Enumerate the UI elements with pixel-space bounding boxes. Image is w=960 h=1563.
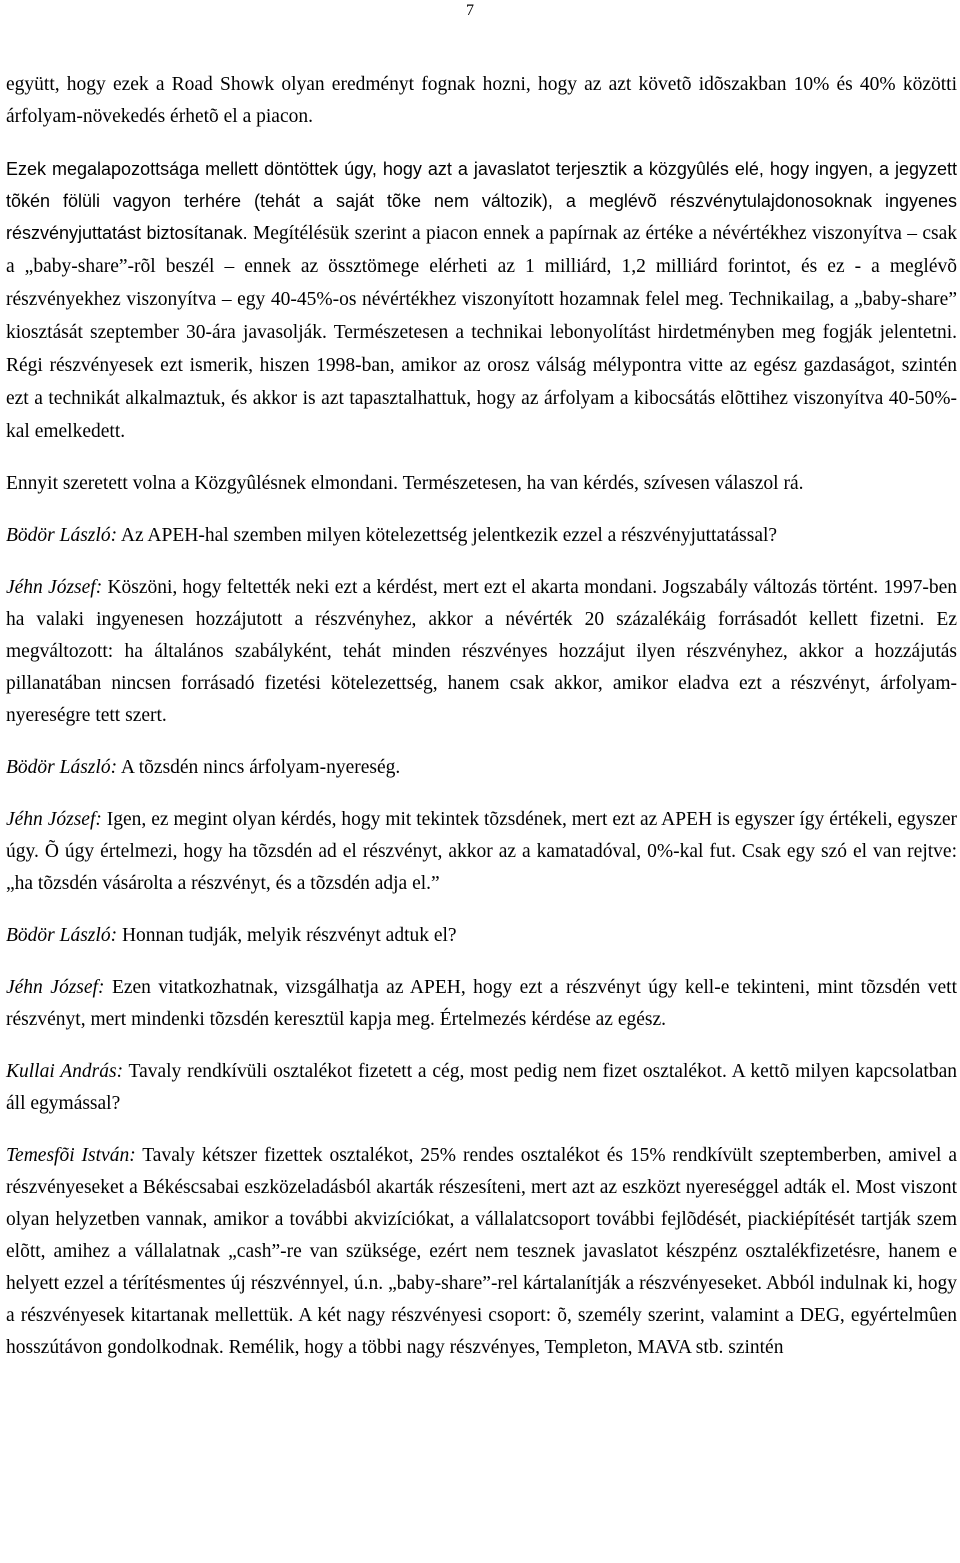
dialogue-text: Honnan tudják, melyik részvényt adtuk el?: [117, 925, 457, 946]
dialogue-turn: [6, 752, 957, 784]
speaker-name: Bödör László:: [6, 757, 118, 778]
speaker-name: Bödör László:: [6, 525, 118, 546]
speaker-name: Jéhn József:: [6, 977, 105, 998]
page-number: 7: [466, 2, 474, 19]
dialogue-text: Ezen vitatkozhatnak, vizsgálhatja az APEH, hogy ezt a részvényt úgy kell-e tekinteni, mint tõzsdén vett részvényt, mert mindenki tõzsdén keresztül kapja meg. Értelmezés kérdése az egész.: [6, 977, 957, 1030]
dialogue-text: Köszöni, hogy feltették neki ezt a kérdést, mert ezt el akarta mondani. Jogszabály változás történt. 1997-ben ha valaki ingyenesen hozzájutott a részvényhez, akkor a névérték 20 százalékáig forrásadót kellett fizetni. Ez megváltozott: ha általános szabályként, tehát minden részvényes hozzájut ilyen részvényhez, akkor a hozzájutás pillanatában nincsen forrásadó fizetési kötelezettség, hanem csak akkor, amikor eladva ezt a részvényt, árfolyam-nyereségre tett szert.: [6, 577, 957, 726]
paragraph-text: együtt, hogy ezek a Road Showk olyan eredményt fognak hozni, hogy az azt követõ idõszakban 10% és 40% közötti árfolyam-növekedés érhetõ el a piacon.: [6, 74, 957, 127]
dialogue-turn: [6, 804, 957, 900]
speaker-name: Bödör László:: [6, 925, 118, 946]
paragraph-text-sans: Ezek megalapozottsága mellett döntöttek úgy, hogy azt a javaslatot terjesztik a közgyûlés elé, hogy ingyen, a jegyzett tõkén fölüli vagyon terhére (tehát a saját tõke nem változik), a meglévõ részvénytulajdonosoknak ingyenes részvényjuttatást biztosítanak.: [6, 159, 957, 243]
dialogue-text: Az APEH-hal szemben milyen kötelezettség jelentkezik ezzel a részvényjuttatással?: [117, 525, 778, 546]
dialogue-turn: [6, 1056, 957, 1120]
dialogue-text: Tavaly rendkívüli osztalékot fizetett a cég, most pedig nem fizet osztalékot. A kettõ milyen kapcsolatban áll egymással?: [6, 1061, 957, 1114]
paragraph-proposal: [6, 153, 957, 448]
speaker-name: Kullai András:: [6, 1061, 124, 1082]
paragraph-closing: [6, 468, 957, 500]
dialogue-text: Tavaly kétszer fizettek osztalékot, 25% rendes osztalékot és 15% rendkívült szeptemberben, amivel a részvényeseket a Békéscsabai eszközeladásból akarták részesíteni, mert azt az eszközt nyereséggel adták el. Most viszont olyan helyzetben vannak, amikor a további akvizíciókat, a vállalatcsoport további fejlõdését, piackiépítését tartják szem elõtt, amihez a vállalatnak „cash”-re van szüksége, ezért nem tesznek javaslatot készpénz osztalékfizetésre, hanem e helyett ezzel a térítésmentes új részvénnyel, ú.n. „baby-share”-rel kártalanítják a részvényeseket. Abból indulnak ki, hogy a részvényesek kitartanak mellettük. A két nagy részvényesi csoport: õ, személy szerint, valamint a DEG, egyértelmûen hosszútávon gondolkodnak. Remélik, hogy a többi nagy részvényes, Templeton, MAVA stb. szintén: [6, 1145, 957, 1358]
paragraph-text: Ennyit szeretett volna a Közgyûlésnek elmondani. Természetesen, ha van kérdés, szívesen válaszol rá.: [6, 473, 804, 494]
document-body: [6, 69, 957, 1384]
speaker-name: Jéhn József:: [6, 809, 102, 830]
paragraph-text-serif: Megítélésük szerint a piacon ennek a papírnak az értéke a névértékhez viszonyítva – csak a „baby-share”-rõl beszél – ennek az össztömege elérheti az 1 milliárd, 1,2 milliárd forintot, és ez - a meglévõ részvényekhez viszonyítva – egy 40-45%-os névértékhez viszonyított hozamnak felel meg. Technikailag, a „baby-share” kiosztását szeptember 30-ára javasolják. Természetesen a technikai lebonyolítást hirdetményben meg fogják jelentetni. Régi részvényesek ezt ismerik, hiszen 1998-ban, amikor az orosz válság mélypontra vitte az egész gazdaságot, szintén ezt a technikát alkalmaztuk, és akkor is azt tapasztalhattuk, hogy az árfolyam a kibocsátás elõttihez viszonyítva 40-50%-kal emelkedett.: [6, 223, 957, 442]
speaker-name: Temesfõi István:: [6, 1145, 136, 1166]
dialogue-text: A tõzsdén nincs árfolyam-nyereség.: [117, 757, 401, 778]
dialogue-turn: [6, 572, 957, 732]
dialogue-turn: [6, 972, 957, 1036]
paragraph-intro: [6, 69, 957, 133]
dialogue-turn: [6, 520, 957, 552]
dialogue-turn: [6, 920, 957, 952]
dialogue-text: Igen, ez megint olyan kérdés, hogy mit tekintek tõzsdének, mert ezt az APEH is egyszer így értékeli, egyszer úgy. Õ úgy értelmezi, hogy ha tõzsdén ad el részvényt, akkor az a kamatadóval, 0%-kal fut. Csak egy szó el van rejtve: „ha tõzsdén vásárolta a részvényt, és a tõzsdén adja el.”: [6, 809, 957, 894]
dialogue-turn: [6, 1140, 957, 1364]
speaker-name: Jéhn József:: [6, 577, 103, 598]
